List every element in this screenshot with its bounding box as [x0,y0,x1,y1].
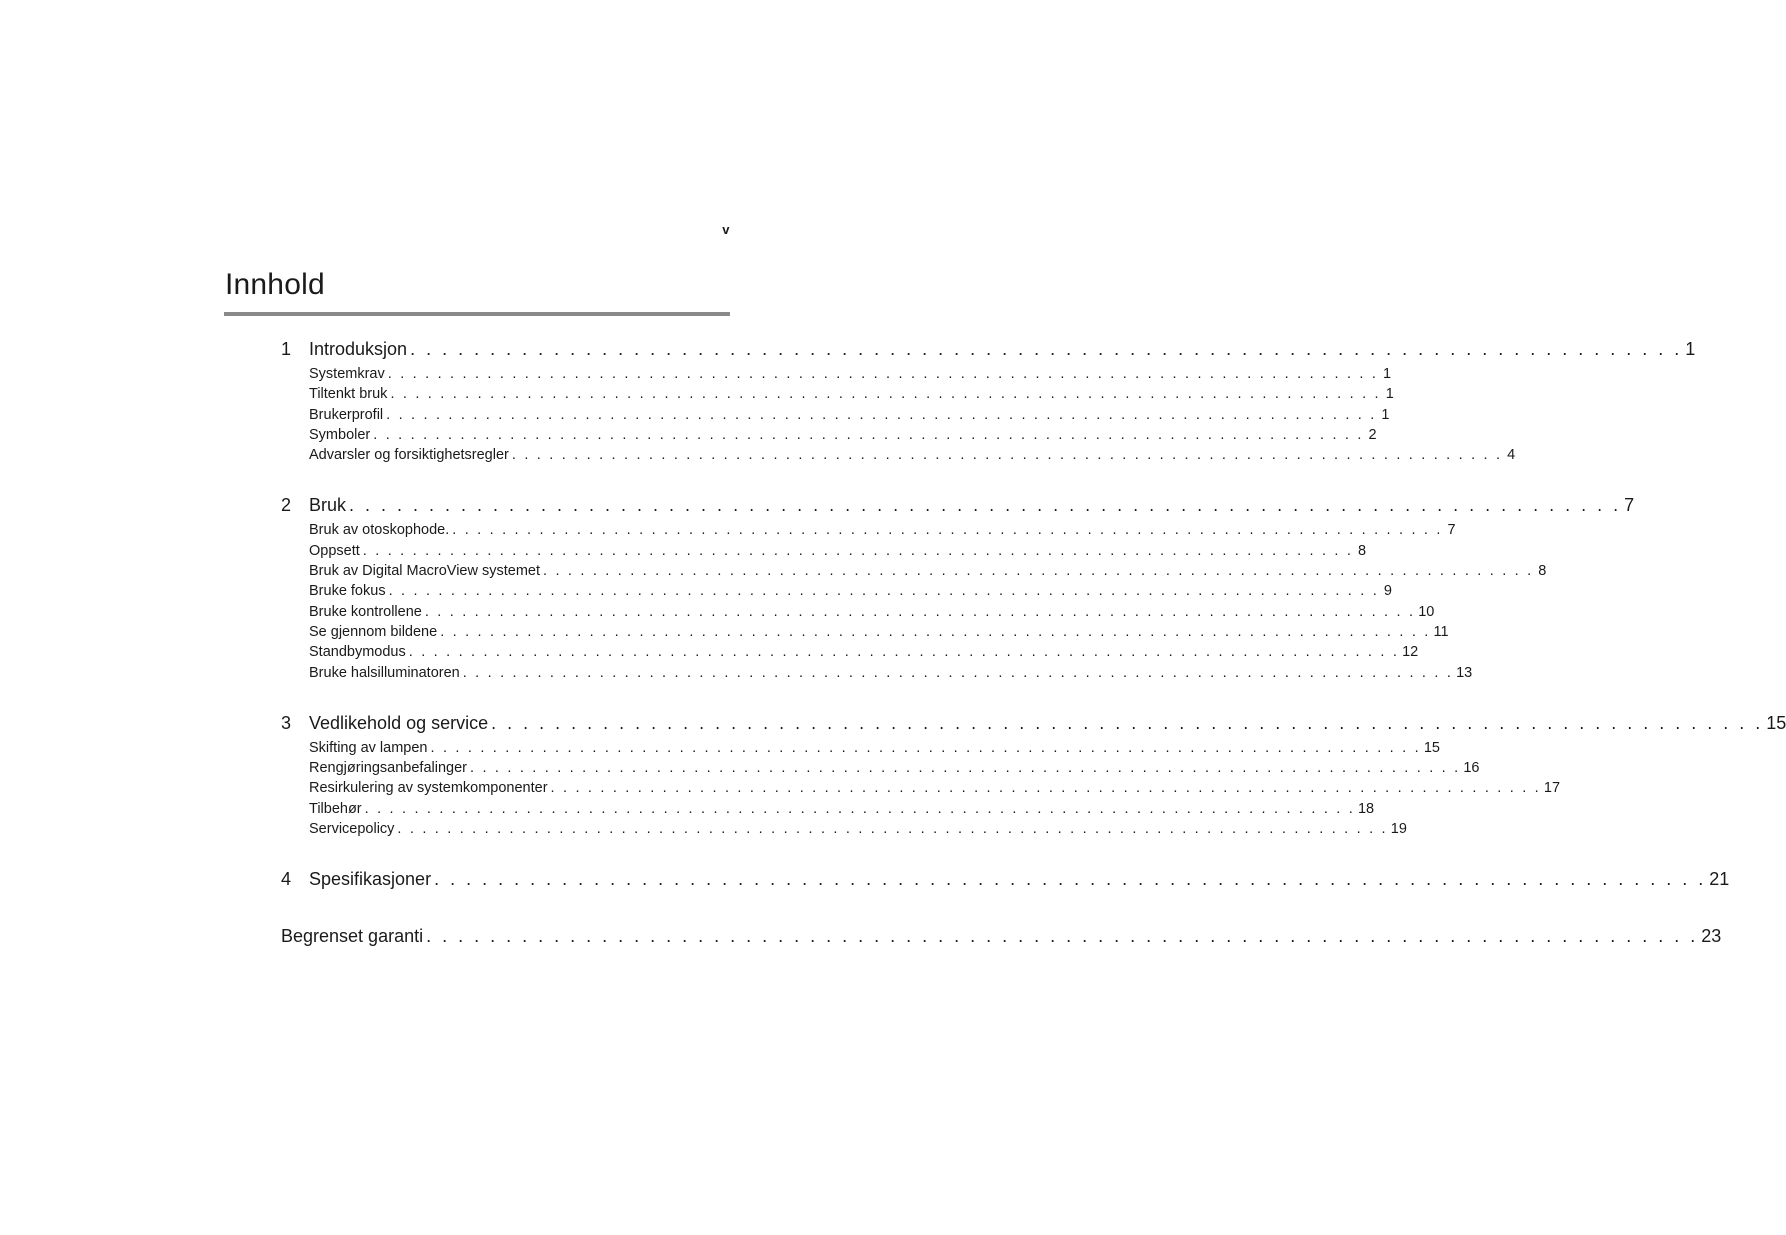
toc-chapter-4 [281,864,1730,894]
page-ref: 7 [1447,522,1456,539]
toc-entry[interactable] [281,490,1635,520]
page-ref: 4 [1507,447,1516,464]
toc-subentry[interactable] [281,384,1394,404]
chapter-number: 4 [281,869,292,890]
page-ref: 19 [1390,821,1407,838]
dot-leader: . . . . . . . . . . . . . . . . . . . . . . . . . . . . . . . . . . . . . . . . . . . . . . . . . . . . . . . . . . . . . . . . . . . . . . . . . . . . . . . . [424,603,1416,620]
toc-entry[interactable] [281,708,1786,738]
page-ref: 9 [1383,583,1392,600]
dot-leader: . . . . . . . . . . . . . . . . . . . . . . . . . . . . . . . . . . . . . . . . . . . . . . . . . . . . . . . . . . . . . . . . . . . . . . . . . . . . . . . . [397,821,1388,838]
page-ref: 16 [1463,760,1480,777]
dot-leader: . . . . . . . . . . . . . . . . . . . . . . . . . . . . . . . . . . . . . . . . . . . . . . . . . . . . . . . . . . . . . . . . . . . . . . . . . . . . . . . . [440,623,1431,640]
dot-leader: . . . . . . . . . . . . . . . . . . . . . . . . . . . . . . . . . . . . . . . . . . . . . . . . . . . . . . . . . . . . . . . . . . . . . . . . . . . . . . . . [410,339,1683,359]
section-title: Bruk av Digital MacroView systemet [309,563,541,580]
toc-chapter-2 [281,490,1635,682]
chapter-number: 1 [281,339,292,359]
dot-leader: . . . . . . . . . . . . . . . . . . . . . . . . . . . . . . . . . . . . . . . . . . . . . . . . . . . . . . . . . . . . . . . . . . . . . . . . . . . . . . . . [511,447,1503,464]
page-ref: 2 [1368,426,1377,443]
chapter-title: Begrenset garanti [281,926,424,947]
chapter-number: 3 [281,712,292,733]
page-ref: 8 [1538,563,1547,580]
page-ref: 1 [1685,339,1696,359]
dot-leader: . . . . . . . . . . . . . . . . . . . . . . . . . . . . . . . . . . . . . . . . . . . . . . . . . . . . . . . . . . . . . . . . . . . . . . . . . . . . . . . . [462,664,1454,681]
page-ref: 1 [1381,406,1390,423]
chapter-title: Introduksjon [309,339,408,359]
dot-leader: . . . . . . . . . . . . . . . . . . . . . . . . . . . . . . . . . . . . . . . . . . . . . . . . . . . . . . . . . . . . . . . . . . . . . . . . . . . . . . . . [452,522,1443,539]
page-ref: 7 [1624,495,1635,516]
page-ref: 23 [1701,926,1722,947]
toc-subentry[interactable] [281,602,1435,622]
dot-leader: . . . . . . . . . . . . . . . . . . . . . . . . . . . . . . . . . . . . . . . . . . . . . . . . . . . . . . . . . . . . . . . . . . . . . . . . . . . . . . . . [470,760,1461,777]
dot-leader: . . . . . . . . . . . . . . . . . . . . . . . . . . . . . . . . . . . . . . . . . . . . . . . . . . . . . . . . . . . . . . . . . . . . . . . . . . . . . . . . [373,426,1364,443]
dot-leader: . . . . . . . . . . . . . . . . . . . . . . . . . . . . . . . . . . . . . . . . . . . . . . . . . . . . . . . . . . . . . . . . . . . . . . . . . . . . . . . . [430,739,1421,756]
chapter-title: Spesifikasjoner [309,869,432,890]
toc-subentry[interactable] [281,819,1407,839]
toc-subentry[interactable] [281,520,1456,540]
toc-subentry[interactable] [281,581,1392,601]
section-title: Bruke fokus [309,583,386,600]
toc-subentry[interactable] [281,642,1419,662]
toc-subentry[interactable] [281,405,1390,425]
toc-entry[interactable] [281,864,1730,894]
toc-subentry[interactable] [281,364,1392,384]
page-ref: 13 [1456,664,1473,681]
page-title: Innhold [225,268,325,301]
toc-subentry[interactable] [281,799,1375,819]
title-rule [224,312,730,316]
page-ref: 11 [1433,623,1449,640]
dot-leader: . . . . . . . . . . . . . . . . . . . . . . . . . . . . . . . . . . . . . . . . . . . . . . . . . . . . . . . . . . . . . . . . . . . . . . . . . . . . . . . . [387,366,1379,382]
section-title: Bruke halsilluminatoren [309,664,460,681]
section-title: Standbymodus [309,644,406,661]
page-ref: 1 [1385,386,1394,403]
dot-leader: . . . . . . . . . . . . . . . . . . . . . . . . . . . . . . . . . . . . . . . . . . . . . . . . . . . . . . . . . . . . . . . . . . . . . . . . . . . . . . . . [543,563,1534,580]
page-number: v [722,222,730,237]
chapter-title: Bruk [309,495,347,516]
table-of-contents [281,334,1786,978]
section-title: Servicepolicy [309,821,395,838]
page-ref: 1 [1383,366,1392,382]
toc-subentry[interactable] [281,778,1561,798]
section-title: Oppsett [309,542,360,559]
page-ref: 12 [1402,644,1419,661]
page-ref: 17 [1543,780,1561,797]
dot-leader: . . . . . . . . . . . . . . . . . . . . . . . . . . . . . . . . . . . . . . . . . . . . . . . . . . . . . . . . . . . . . . . . . . . . . . . . . . . . . . . . [388,583,1379,600]
section-title: Advarsler og forsiktighetsregler [309,447,509,464]
toc-chapter-3 [281,708,1786,839]
section-title: Rengjøringsanbefalinger [309,760,467,777]
toc-subentry[interactable] [281,541,1367,561]
section-title: Tilbehør [309,800,362,817]
dot-leader: . . . . . . . . . . . . . . . . . . . . . . . . . . . . . . . . . . . . . . . . . . . . . . . . . . . . . . . . . . . . . . . . . . . . . . . . . . . . . . . . [426,926,1699,947]
dot-leader: . . . . . . . . . . . . . . . . . . . . . . . . . . . . . . . . . . . . . . . . . . . . . . . . . . . . . . . . . . . . . . . . . . . . . . . . . . . . . . . . [362,542,1354,559]
toc-subentry[interactable] [281,561,1547,581]
dot-leader: . . . . . . . . . . . . . . . . . . . . . . . . . . . . . . . . . . . . . . . . . . . . . . . . . . . . . . . . . . . . . . . . . . . . . . . . . . . . . . . . [349,495,1622,516]
section-title: Tiltenkt bruk [309,386,388,403]
page-ref: 15 [1766,712,1786,733]
section-title: Symboler [309,426,371,443]
toc-subentry[interactable] [281,738,1440,758]
section-title: Skifting av lampen [309,739,428,756]
toc-subentry[interactable] [281,663,1473,683]
page-ref: 10 [1418,603,1435,620]
section-title: Bruke kontrollene [309,603,422,620]
page-ref: 15 [1423,739,1440,756]
dot-leader: . . . . . . . . . . . . . . . . . . . . . . . . . . . . . . . . . . . . . . . . . . . . . . . . . . . . . . . . . . . . . . . . . . . . . . . . . . . . . . . . [386,406,1377,423]
section-title: Se gjennom bildene [309,623,438,640]
chapter-title: Vedlikehold og service [309,712,489,733]
section-title: Resirkulering av systemkomponenter [309,780,548,797]
dot-leader: . . . . . . . . . . . . . . . . . . . . . . . . . . . . . . . . . . . . . . . . . . . . . . . . . . . . . . . . . . . . . . . . . . . . . . . . . . . . . . . . [390,386,1381,403]
toc-entry[interactable] [281,334,1696,364]
section-title: Brukerprofil [309,406,384,423]
dot-leader: . . . . . . . . . . . . . . . . . . . . . . . . . . . . . . . . . . . . . . . . . . . . . . . . . . . . . . . . . . . . . . . . . . . . . . . . . . . . . . . . [434,869,1707,890]
section-title: Systemkrav [309,366,385,382]
page-ref: 21 [1709,869,1730,890]
page-ref: 18 [1357,800,1375,817]
dot-leader: . . . . . . . . . . . . . . . . . . . . . . . . . . . . . . . . . . . . . . . . . . . . . . . . . . . . . . . . . . . . . . . . . . . . . . . . . . . . . . . . [550,780,1541,797]
toc-chapter-warranty [281,921,1722,951]
toc-entry[interactable] [281,921,1722,951]
toc-subentry[interactable] [281,622,1449,642]
toc-chapter-1 [281,334,1696,465]
toc-subentry[interactable] [281,758,1480,778]
toc-subentry[interactable] [281,425,1377,445]
section-title: Bruk av otoskophode. [309,522,450,539]
page-ref: 8 [1358,542,1367,559]
dot-leader: . . . . . . . . . . . . . . . . . . . . . . . . . . . . . . . . . . . . . . . . . . . . . . . . . . . . . . . . . . . . . . . . . . . . . . . . . . . . . . . . [408,644,1400,661]
toc-subentry[interactable] [281,445,1516,465]
dot-leader: . . . . . . . . . . . . . . . . . . . . . . . . . . . . . . . . . . . . . . . . . . . . . . . . . . . . . . . . . . . . . . . . . . . . . . . . . . . . . . . . [491,712,1764,733]
chapter-number: 2 [281,495,292,516]
dot-leader: . . . . . . . . . . . . . . . . . . . . . . . . . . . . . . . . . . . . . . . . . . . . . . . . . . . . . . . . . . . . . . . . . . . . . . . . . . . . . . . . [364,800,1355,817]
